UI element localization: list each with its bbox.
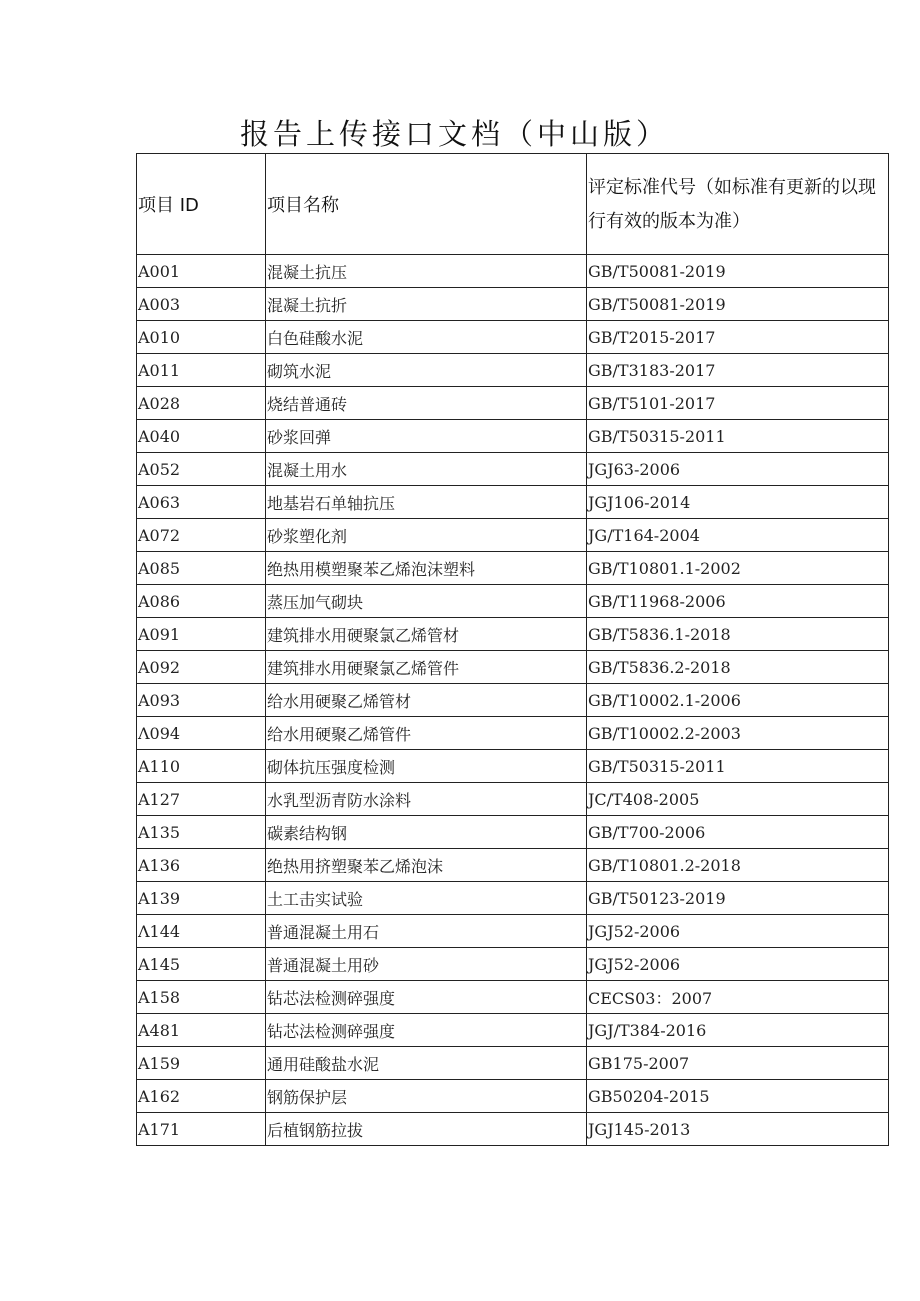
- table-row: [137, 255, 889, 288]
- table-row: [137, 552, 889, 585]
- cell-standard-code: GB/T2015-2017: [587, 321, 889, 354]
- cell-standard-code: JGJ145-2013: [587, 1113, 889, 1146]
- document-title: 报告上传接口文档（中山版）: [240, 117, 670, 151]
- table-row: [137, 1080, 889, 1113]
- table-row: [137, 453, 889, 486]
- cell-project-id: A040: [137, 420, 266, 453]
- cell-standard-code: JGJ/T384-2016: [587, 1014, 889, 1047]
- cell-project-name: 砌筑水泥: [266, 354, 587, 387]
- cell-project-id: A085: [137, 552, 266, 585]
- cell-project-id: A110: [137, 750, 266, 783]
- cell-standard-code: GB/T50081-2019: [587, 288, 889, 321]
- header-standard-code: 评定标准代号（如标准有更新的以现行有效的版本为准）: [587, 154, 889, 255]
- cell-project-name: 钢筋保护层: [266, 1080, 587, 1113]
- cell-project-name: 白色硅酸水泥: [266, 321, 587, 354]
- table-row: [137, 519, 889, 552]
- cell-project-id: A003: [137, 288, 266, 321]
- cell-standard-code: GB/T10002.1-2006: [587, 684, 889, 717]
- cell-project-id: A028: [137, 387, 266, 420]
- cell-project-name: 土工击实试验: [266, 882, 587, 915]
- cell-project-id: A481: [137, 1014, 266, 1047]
- cell-project-id: A072: [137, 519, 266, 552]
- table-header-row: [137, 154, 889, 255]
- cell-project-name: 水乳型沥青防水涂料: [266, 783, 587, 816]
- cell-project-name: 混凝土抗压: [266, 255, 587, 288]
- cell-project-id: A052: [137, 453, 266, 486]
- table-row: [137, 684, 889, 717]
- cell-project-name: 绝热用模塑聚苯乙烯泡沫塑料: [266, 552, 587, 585]
- cell-standard-code: GB/T50315-2011: [587, 420, 889, 453]
- cell-project-id: Λ094: [137, 717, 266, 750]
- cell-project-name: 建筑排水用硬聚氯乙烯管材: [266, 618, 587, 651]
- cell-project-id: A145: [137, 948, 266, 981]
- cell-project-id: A093: [137, 684, 266, 717]
- table-row: [137, 1047, 889, 1080]
- header-project-name: 项目名称: [266, 154, 587, 255]
- table-row: [137, 717, 889, 750]
- cell-project-id: A159: [137, 1047, 266, 1080]
- cell-project-id: A139: [137, 882, 266, 915]
- cell-project-name: 普通混凝土用砂: [266, 948, 587, 981]
- cell-project-name: 后植钢筋拉拔: [266, 1113, 587, 1146]
- table-row: [137, 420, 889, 453]
- table-row: [137, 816, 889, 849]
- cell-project-name: 砌体抗压强度检测: [266, 750, 587, 783]
- cell-standard-code: JG/T164-2004: [587, 519, 889, 552]
- cell-standard-code: GB/T700-2006: [587, 816, 889, 849]
- table-row: [137, 585, 889, 618]
- cell-project-name: 给水用硬聚乙烯管材: [266, 684, 587, 717]
- table-row: [137, 321, 889, 354]
- table-row: [137, 750, 889, 783]
- cell-project-id: A063: [137, 486, 266, 519]
- standards-table: [136, 153, 889, 1146]
- cell-project-id: A158: [137, 981, 266, 1014]
- cell-project-name: 钻芯法检测碎强度: [266, 1014, 587, 1047]
- cell-standard-code: GB/T10801.2-2018: [587, 849, 889, 882]
- cell-standard-code: JGJ106-2014: [587, 486, 889, 519]
- table-row: [137, 618, 889, 651]
- cell-standard-code: GB/T11968-2006: [587, 585, 889, 618]
- header-project-id: 项目 ID: [137, 154, 266, 255]
- cell-project-name: 给水用硬聚乙烯管件: [266, 717, 587, 750]
- table-row: [137, 1113, 889, 1146]
- table-body: [137, 255, 889, 1146]
- cell-project-name: 砂浆塑化剂: [266, 519, 587, 552]
- cell-project-id: A091: [137, 618, 266, 651]
- cell-standard-code: JGJ63-2006: [587, 453, 889, 486]
- table-row: [137, 849, 889, 882]
- cell-standard-code: GB/T5836.1-2018: [587, 618, 889, 651]
- table-row: [137, 915, 889, 948]
- cell-project-id: A001: [137, 255, 266, 288]
- cell-project-id: A162: [137, 1080, 266, 1113]
- table-row: [137, 354, 889, 387]
- cell-standard-code: GB50204-2015: [587, 1080, 889, 1113]
- cell-standard-code: GB/T10801.1-2002: [587, 552, 889, 585]
- cell-standard-code: JGJ52-2006: [587, 915, 889, 948]
- table-row: [137, 1014, 889, 1047]
- cell-standard-code: GB/T50081-2019: [587, 255, 889, 288]
- cell-project-name: 混凝土抗折: [266, 288, 587, 321]
- cell-standard-code: CECS03：2007: [587, 981, 889, 1014]
- cell-standard-code: JC/T408-2005: [587, 783, 889, 816]
- table-row: [137, 783, 889, 816]
- cell-standard-code: GB/T5836.2-2018: [587, 651, 889, 684]
- cell-project-name: 蒸压加气砌块: [266, 585, 587, 618]
- cell-project-id: A092: [137, 651, 266, 684]
- cell-project-id: A127: [137, 783, 266, 816]
- cell-project-name: 碳素结构钢: [266, 816, 587, 849]
- cell-standard-code: GB/T50123-2019: [587, 882, 889, 915]
- cell-project-name: 砂浆回弹: [266, 420, 587, 453]
- table-row: [137, 486, 889, 519]
- cell-project-id: Λ144: [137, 915, 266, 948]
- cell-standard-code: GB175-2007: [587, 1047, 889, 1080]
- cell-project-name: 建筑排水用硬聚氯乙烯管件: [266, 651, 587, 684]
- cell-project-id: A135: [137, 816, 266, 849]
- cell-project-name: 通用硅酸盐水泥: [266, 1047, 587, 1080]
- cell-project-name: 混凝土用水: [266, 453, 587, 486]
- cell-project-id: A136: [137, 849, 266, 882]
- cell-project-name: 绝热用挤塑聚苯乙烯泡沫: [266, 849, 587, 882]
- cell-standard-code: GB/T10002.2-2003: [587, 717, 889, 750]
- table-row: [137, 651, 889, 684]
- table-row: [137, 981, 889, 1014]
- table-row: [137, 288, 889, 321]
- cell-project-name: 普通混凝土用石: [266, 915, 587, 948]
- table-row: [137, 387, 889, 420]
- cell-project-name: 钻芯法检测碎强度: [266, 981, 587, 1014]
- cell-project-id: A010: [137, 321, 266, 354]
- cell-project-name: 烧结普通砖: [266, 387, 587, 420]
- cell-standard-code: GB/T5101-2017: [587, 387, 889, 420]
- cell-project-name: 地基岩石单轴抗压: [266, 486, 587, 519]
- cell-standard-code: JGJ52-2006: [587, 948, 889, 981]
- cell-standard-code: GB/T50315-2011: [587, 750, 889, 783]
- table-row: [137, 882, 889, 915]
- cell-project-id: A011: [137, 354, 266, 387]
- cell-standard-code: GB/T3183-2017: [587, 354, 889, 387]
- table-row: [137, 948, 889, 981]
- cell-project-id: A086: [137, 585, 266, 618]
- cell-project-id: A171: [137, 1113, 266, 1146]
